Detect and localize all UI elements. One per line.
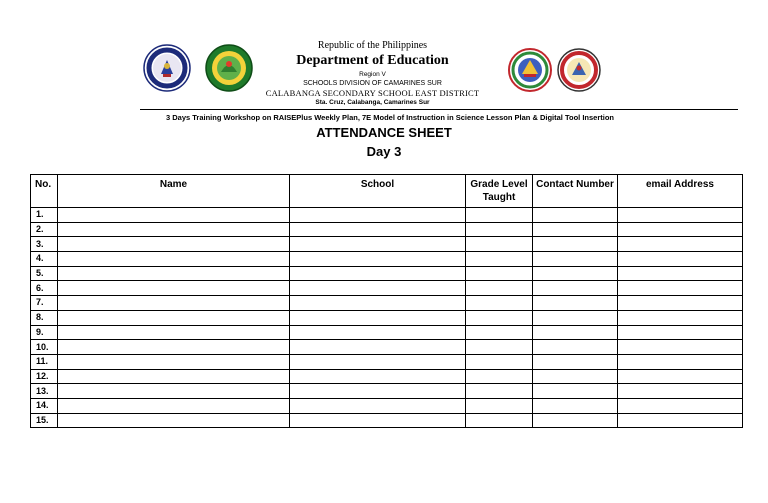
cell-contact[interactable] <box>533 413 618 428</box>
cell-grade-level[interactable] <box>466 266 533 281</box>
cell-grade-level[interactable] <box>466 369 533 384</box>
workshop-title: 3 Days Training Workshop on RAISEPlus Weekly Plan, 7E Model of Instruction in Science Lesson Plan & Digital Tool Insertion <box>165 113 614 122</box>
district-seal-icon <box>508 48 552 92</box>
cell-grade-level[interactable] <box>466 222 533 237</box>
row-number: 9. <box>31 325 58 340</box>
cell-name[interactable] <box>58 281 290 296</box>
cell-name[interactable] <box>58 369 290 384</box>
column-header-name: Name <box>58 175 290 208</box>
column-header-school: School <box>290 175 466 208</box>
attendance-table <box>30 174 743 428</box>
cell-contact[interactable] <box>533 369 618 384</box>
school-line: CALABANGA SECONDARY SCHOOL EAST DISTRICT <box>265 88 480 98</box>
cell-contact[interactable] <box>533 384 618 399</box>
table-row <box>31 398 743 413</box>
row-number: 2. <box>31 222 58 237</box>
table-row <box>31 325 743 340</box>
cell-email[interactable] <box>618 252 743 267</box>
row-number: 12. <box>31 369 58 384</box>
cell-contact[interactable] <box>533 398 618 413</box>
cell-school[interactable] <box>290 208 466 223</box>
row-number: 15. <box>31 413 58 428</box>
cell-name[interactable] <box>58 384 290 399</box>
sheet-title: ATTENDANCE SHEET <box>316 125 452 140</box>
column-header-no: No. <box>31 175 58 208</box>
cell-name[interactable] <box>58 340 290 355</box>
cell-school[interactable] <box>290 222 466 237</box>
cell-school[interactable] <box>290 266 466 281</box>
row-number: 3. <box>31 237 58 252</box>
cell-contact[interactable] <box>533 296 618 311</box>
row-number: 5. <box>31 266 58 281</box>
table-row <box>31 354 743 369</box>
cell-grade-level[interactable] <box>466 310 533 325</box>
cell-name[interactable] <box>58 237 290 252</box>
row-number: 7. <box>31 296 58 311</box>
cell-contact[interactable] <box>533 281 618 296</box>
location-line: Sta. Cruz, Calabanga, Camarines Sur <box>315 99 430 106</box>
cell-email[interactable] <box>618 281 743 296</box>
cell-grade-level[interactable] <box>466 354 533 369</box>
cell-email[interactable] <box>618 354 743 369</box>
table-row <box>31 208 743 223</box>
table-row <box>31 310 743 325</box>
table-row <box>31 222 743 237</box>
table-row <box>31 340 743 355</box>
cell-email[interactable] <box>618 369 743 384</box>
row-number: 10. <box>31 340 58 355</box>
cell-school[interactable] <box>290 384 466 399</box>
cell-school[interactable] <box>290 237 466 252</box>
table-row <box>31 252 743 267</box>
letterhead <box>250 40 495 107</box>
cell-email[interactable] <box>618 310 743 325</box>
cell-name[interactable] <box>58 266 290 281</box>
cell-school[interactable] <box>290 354 466 369</box>
cell-school[interactable] <box>290 413 466 428</box>
division-seal-icon <box>205 44 253 92</box>
cell-name[interactable] <box>58 325 290 340</box>
cell-email[interactable] <box>618 266 743 281</box>
cell-grade-level[interactable] <box>466 237 533 252</box>
row-number: 4. <box>31 252 58 267</box>
cell-email[interactable] <box>618 413 743 428</box>
cell-contact[interactable] <box>533 310 618 325</box>
cell-email[interactable] <box>618 398 743 413</box>
day-label: Day 3 <box>366 144 402 159</box>
cell-name[interactable] <box>58 252 290 267</box>
cell-school[interactable] <box>290 398 466 413</box>
row-number: 14. <box>31 398 58 413</box>
row-number: 11. <box>31 354 58 369</box>
cell-email[interactable] <box>618 208 743 223</box>
table-row <box>31 281 743 296</box>
column-header-contact: Contact Number <box>533 175 618 208</box>
cell-grade-level[interactable] <box>466 281 533 296</box>
row-number: 6. <box>31 281 58 296</box>
cell-grade-level[interactable] <box>466 296 533 311</box>
division-line: SCHOOLS DIVISION OF CAMARINES SUR <box>303 80 442 87</box>
row-number: 8. <box>31 310 58 325</box>
cell-contact[interactable] <box>533 325 618 340</box>
cell-school[interactable] <box>290 296 466 311</box>
cell-grade-level[interactable] <box>466 398 533 413</box>
cell-contact[interactable] <box>533 222 618 237</box>
cell-grade-level[interactable] <box>466 325 533 340</box>
cell-grade-level[interactable] <box>466 252 533 267</box>
cell-school[interactable] <box>290 369 466 384</box>
cell-contact[interactable] <box>533 266 618 281</box>
cell-email[interactable] <box>618 237 743 252</box>
table-row <box>31 369 743 384</box>
table-row <box>31 296 743 311</box>
cell-name[interactable] <box>58 398 290 413</box>
cell-email[interactable] <box>618 340 743 355</box>
cell-grade-level[interactable] <box>466 340 533 355</box>
cell-email[interactable] <box>618 296 743 311</box>
cell-school[interactable] <box>290 281 466 296</box>
cell-email[interactable] <box>618 325 743 340</box>
cell-school[interactable] <box>290 310 466 325</box>
cell-contact[interactable] <box>533 237 618 252</box>
header-divider <box>140 109 738 110</box>
table-header-row <box>31 175 743 208</box>
cell-contact[interactable] <box>533 340 618 355</box>
column-header-grade-level: Grade Level Taught <box>466 175 533 208</box>
row-number: 1. <box>31 208 58 223</box>
cell-name[interactable] <box>58 354 290 369</box>
cell-grade-level[interactable] <box>466 413 533 428</box>
cell-name[interactable] <box>58 413 290 428</box>
department-name: Department of Education <box>296 53 449 68</box>
cell-grade-level[interactable] <box>466 384 533 399</box>
cell-contact[interactable] <box>533 354 618 369</box>
cell-email[interactable] <box>618 222 743 237</box>
table-row <box>31 413 743 428</box>
table-row <box>31 384 743 399</box>
cell-name[interactable] <box>58 296 290 311</box>
row-number: 13. <box>31 384 58 399</box>
region-line: Region V <box>359 71 386 78</box>
cell-contact[interactable] <box>533 208 618 223</box>
cell-school[interactable] <box>290 340 466 355</box>
school-seal-icon <box>557 48 601 92</box>
cell-school[interactable] <box>290 252 466 267</box>
column-header-email: email Address <box>618 175 743 208</box>
cell-name[interactable] <box>58 208 290 223</box>
cell-name[interactable] <box>58 310 290 325</box>
table-row <box>31 266 743 281</box>
cell-contact[interactable] <box>533 252 618 267</box>
cell-school[interactable] <box>290 325 466 340</box>
cell-email[interactable] <box>618 384 743 399</box>
cell-grade-level[interactable] <box>466 208 533 223</box>
republic-line: Republic of the Philippines <box>317 40 428 51</box>
table-row <box>31 237 743 252</box>
deped-seal-icon <box>143 44 191 92</box>
cell-name[interactable] <box>58 222 290 237</box>
